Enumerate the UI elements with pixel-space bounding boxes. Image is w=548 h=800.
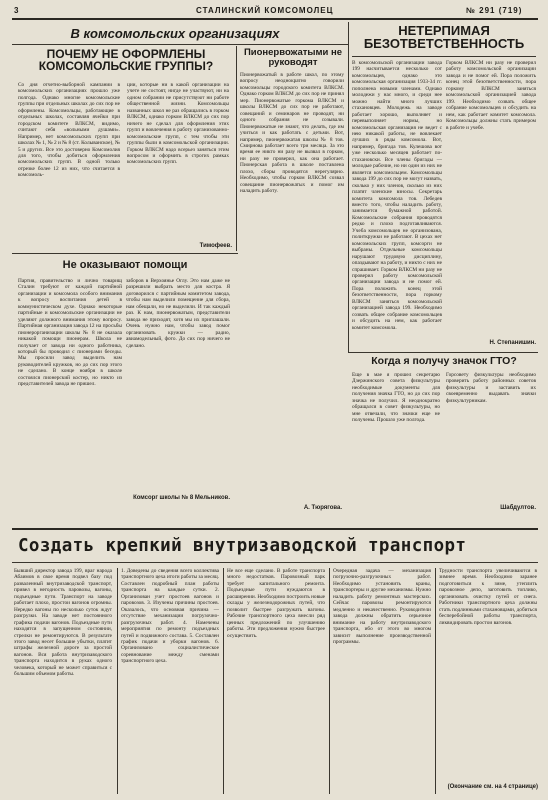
feature-top-rule bbox=[12, 528, 538, 530]
issue-number: № 291 (719) bbox=[466, 6, 523, 15]
column-divider bbox=[435, 568, 436, 794]
feature-column-3: Не все еще сделано. В работе транспорта много недостатков. Паровозный парк требует капитального ремонта. Подъездные пути нуждаются в расширении. Необходимо построить новые склады у железнодорожных путей, что позволит быстрее разгружать вагоны. Рабочие транспортного цеха внесли ряд ценных предложений по улучшению работы. Эти предложения нужно быстрее осуществить. bbox=[227, 568, 325, 639]
column-divider bbox=[348, 22, 349, 352]
headline-groups: ПОЧЕМУ НЕ ОФОРМЛЕНЫ КОМСОМОЛЬСКИЕ ГРУППЫ? bbox=[38, 47, 214, 74]
intolerable-signature: Н. Степанишин. bbox=[489, 340, 536, 346]
help-signature: Комсорг школы № 8 Мельников. bbox=[133, 495, 230, 501]
headline-feature: Создать крепкий внутризаводской транспорт bbox=[18, 536, 467, 556]
gto-signature: Шабдултов. bbox=[500, 505, 536, 511]
feature-column-4: Очередная задача — механизация погрузочно-разгрузочных работ. Необходимо установить краны, транспортеры и другие механизмы. Нужно наладить работу ремонтных мастерских. Сейчас паровозы ремонтируются медленно и некачественно. Руководители завода должны обратить серьезное внимание на работу внутризаводского транспорта, ибо от этого во многом зависит выполнение производственной программы. bbox=[333, 568, 431, 645]
help-column-1: Партия, правительство и лично товарищ Сталин требуют от каждой партийной организации и комсомола особого внимания к вопросу воспитания детей в коммунистическом духе. Однако некоторые партийные и комсомольские организации не уделяют должного внимания этому вопросу. Партийная организация завода 12 на просьбы пионерорганизации школы № 8 не оказала никакой помощи пионерам. Школа не получает от завода ни одного работника, который бы проводил с пионерами беседы. Мы просили завод выделить нам руководителей кружков, но до сих пор этого не сделано. В конце ноября в школе состоялся пионерский костер, но никто из представителей завода не пришел. bbox=[18, 278, 122, 388]
leaders-body: Пионервожатый в работе школ, по этому вопросу неоднократно говорили комсомольцы городского комитета ВЛКСМ. Однако горком ВЛКСМ до сих пор не принял мер. Пионервожатые горкома ВЛКСМ и школы ВЛКСМ до сих пор не работают, совещаний и семинаров не проводят, ни одного собрания не созывали. Пионервожатые не знают, что делать, где им учиться и как работать с детьми. Вот, например, пионервожатая школы № 8 тов. Смирнова работает всего три месяца. За это время ее никто ни разу не вызвал в горком, ни разу не проверил, как она работает. Пионерская работа в школе поставлена плохо, сборы проводятся нерегулярно. Необходимо, чтобы горком ВЛКСМ созвал совещание пионервожатых и помог им наладить работу. bbox=[240, 72, 344, 195]
headline-gto: Когда я получу значок ГТО? bbox=[371, 355, 517, 367]
feature-column-5: Трудности транспорта увеличиваются в зимнее время. Необходимо заранее подготовиться к зиме, утеплить паровозное депо, заготовить топливо, организовать очистку путей от снега. Работники транспортного цеха должны стать подлинными стахановцами, добиться бесперебойной работы транспорта, ликвидировать простои вагонов. bbox=[439, 568, 537, 626]
help-column-2: заборов в Верхоянье Оглу. Это нам даже не разрешили выбрать место для костра. Я договорился с партийным комитетом завода, чтобы нам выделили помещение для сбора, нам обещали, но не выделили. И так каждый раз. К нам, пионервожатым, представители завода не приходят, хотя мы их приглашали. Очень нужно нам, чтобы завод помог организовать кружки — радио, авиамодельный, фото. До сих пор ничего не сделано. bbox=[126, 278, 230, 349]
section-rule bbox=[348, 352, 538, 353]
groups-signature: Тимофеев. bbox=[199, 243, 232, 249]
paper-title: СТАЛИНСКИЙ КОМСОМОЛЕЦ bbox=[196, 6, 334, 15]
gto-column-1: Еще в мае я прошел секретарю Дзержинского совета физкультуры необходимые документы для получения значка ГТО, но до сих пор значка не получил. Я неоднократно обращался в совет физкультуры, но мне отвечали, что значки еще не получены. Прошло уже полгода. bbox=[352, 372, 440, 424]
column-divider bbox=[223, 568, 224, 794]
masthead-rule bbox=[12, 18, 538, 20]
headline-leaders: Пионервожатыми не руководят bbox=[243, 47, 343, 68]
feature-column-2: 1. Доведены до сведения всего коллектива транспортного цеха итоги работы за месяц. Составлен подробный план работы транспорта на каждые сутки. 2. Организован учет простоев вагонов и паровозов. 3. Изучены причины простоев. Оказалось, что основная причина — отсутствие механизации погрузочно-разгрузочных работ. 4. Намечены мероприятия по ремонту подъездных путей и подвижного состава. 5. Составлен график подачи и уборки вагонов. 6. Организовано социалистическое соревнование между сменами транспортного цеха. bbox=[121, 568, 219, 665]
leaders-signature: А. Тюрягова. bbox=[303, 505, 342, 511]
section-rubric: В комсомольских организациях bbox=[70, 26, 280, 41]
intolerable-column-2: Горком ВЛКСМ ни разу не проверил работу комсомольской организации завода и не помог ей. Пора положить конец этой безответственности, пора горкому ВЛКСМ заняться комсомольской организацией завода 199. Необходимо созвать общее собрание комсомольцев и обсудить на нем, как работает комитет комсомола. Комсомольцы должны стать примером в работе и учебе. bbox=[446, 60, 536, 131]
headline-underline bbox=[352, 56, 536, 57]
headline-help: Не оказывают помощи bbox=[62, 259, 188, 271]
intolerable-column-1: В комсомольской организации завода 199 насчитывается несколько сот комсомольцев, однако это комсомольская организация 1933-34 гг. пополнена новыми членами. Однако молодежи у нас много, и среди нее можно найти много лучших стахановцев. Молодежь на заводе работает хорошо, выполняет и перевыполняет нормы, но комсомольская организация не ведет с нею никакой работы, не вовлекает лучших в ряды комсомола. Вот, например, бригада тов. Кулешова вот уже несколько месяцев работает по-стахановски. Все члены бригады — молодые рабочие, но ни один из них не является комсомольцем. Комсомольцы завода 199 до сих пор не могут назвать, сколько у них членов, сколько из них платят членские взносы. Секретарь комитета комсомола тов. Лебедев вместо того, чтобы наладить работу, занимается бумажной работой. Комсомольские собрания проводятся редко и плохо подготавливаются. Учеба комсомольцев не организована, политкружки не работают. В цехах нет комсомольских групп, комсорги не выбраны. Отдельные комсомольцы нарушают трудовую дисциплину, опаздывают на работу, и никто с них не спрашивает. Горком ВЛКСМ ни разу не проверил работу комсомольской организации завода и не помог ей. Пора положить конец этой безответственности, пора горкому ВЛКСМ заняться комсомольской организацией завода 199. Необходимо созвать общее собрание комсомольцев и обсудить на нем, как работает комитет комсомола. bbox=[352, 60, 442, 331]
page-number: 3 bbox=[14, 6, 20, 15]
groups-column-2: ции, которые ни в какой организации на учете не состоят, нигде не участвуют, ни на одном собрании не присутствуют ни работе общественной жизни. Комсомольцы названных школ не раз обращались в горком ВЛКСМ, однако горком ВЛКСМ до сих пор ничего не сделал для оформления этих групп и вовлечения в работу организованно-комсомольские групп, с тем чтобы эти группы были в комсомольской организации. Горком ВЛКСМ надо всерьез заняться этим вопросом и оформить в строгих рамках комсомольских групп. bbox=[127, 82, 229, 166]
continuation-note: (Окончание см. на 4 странице) bbox=[447, 784, 538, 790]
gto-column-2: Горсовету физкультуры необходимо проверить работу районных советов физкультуры и заставить их своевременно выдавать значки физкультурникам. bbox=[446, 372, 536, 404]
section-rule bbox=[12, 253, 238, 254]
groups-column-1: Со дня отчетно-выборной кампании в комсомольских организациях прошло уже полгода. Однако многие комсомольские группы при отдельных школах до сих пор не оформлены. Комсомольцы, работающие в отдельных школах, составляя ячейки при городском комитете ВЛКСМ, видимо, считают себя «вольными душами». Например, нет комсомольских групп при школах № 1, № 2 и № 8 (ст. Колыванское), № 5 и других. Все это достоверно Комсомолия для того, чтобы добиться оформления комсомольских групп. В одной только отрезке более 12 из них, что считается в комсомоль- bbox=[18, 82, 120, 179]
column-divider bbox=[236, 46, 237, 251]
headline-intolerable: НЕТЕРПИМАЯ БЕЗОТВЕТСТВЕННОСТЬ bbox=[363, 23, 525, 52]
feature-column-1: Бывший директор завода 199, враг народа Абаимов в свое время подвел базу под разваленный внутризаводской транспорт, привел в негодность паровозы, вагоны, подъездные пути. Транспорт на заводе работает плохо, простои вагонов огромны. Нередко вагоны по несколько суток ждут разгрузки. На заводе нет постоянного графика подачи вагонов. Подъездные пути находятся в запущенном состоянии, стрелки не ремонтируются. В результате этого завод несет большие убытки, платит штрафы железной дороге за простой вагонов. Вся работа внутризаводского транспорта находится в руках одного человека, который не может справиться с большим объемом работы. bbox=[14, 568, 112, 678]
column-divider bbox=[329, 568, 330, 794]
column-divider bbox=[117, 568, 118, 794]
rubric-rule bbox=[12, 44, 348, 45]
feature-head-rule bbox=[12, 562, 538, 563]
